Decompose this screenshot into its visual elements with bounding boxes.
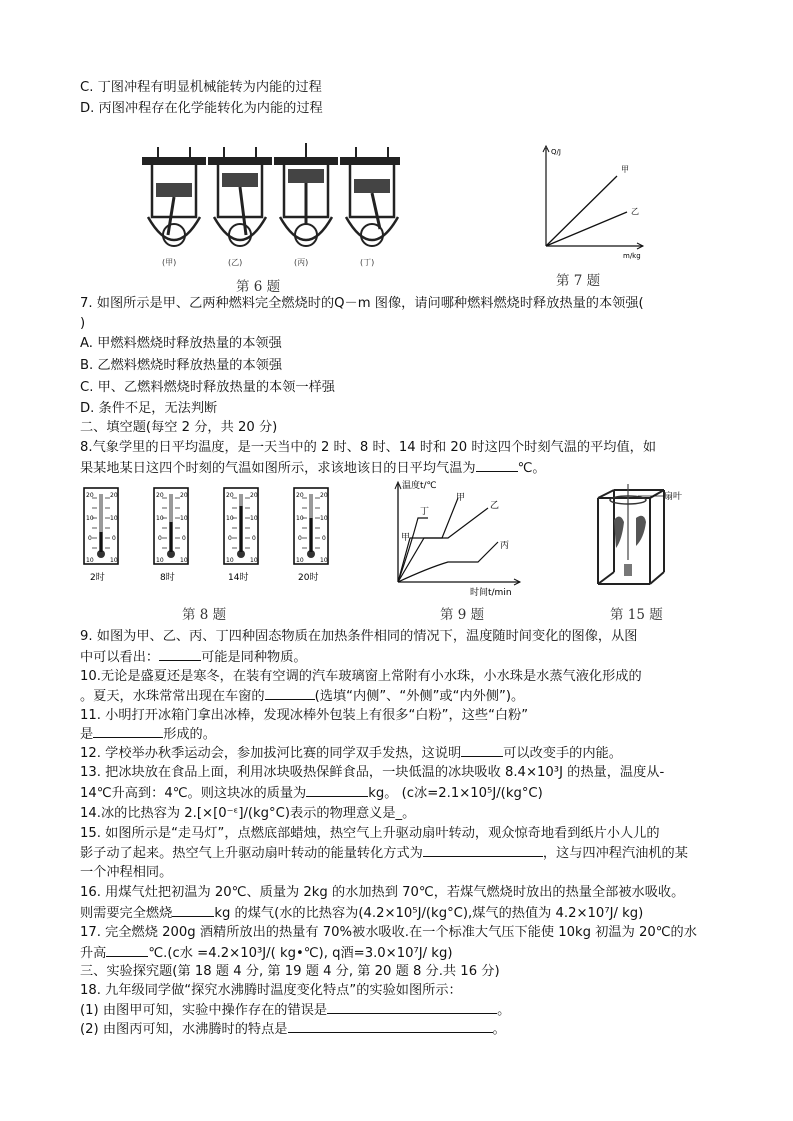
fig6-label-ding: (丁) [360,258,375,267]
q12-text-pre: 12. 学校举办秋季运动会，参加拔河比赛的同学双手发热，这说明 [80,746,462,761]
q17-answer-blank[interactable] [106,943,148,957]
q9-text-pre: 中可以看出： [80,650,160,665]
fig6-label-yi: (乙) [228,258,243,267]
q11-text-pre: 是 [80,727,94,742]
q8-text-pre: 果某地某日这四个时刻的气温如图所示，求该地该日的日平均气温为 [80,461,476,476]
q13-line-2 [80,783,543,803]
q7-option-b: B. 乙燃料燃烧时释放热量的本领强 [80,358,283,373]
q16-line-1: 16. 用煤气灶把初温为 20℃、质量为 2kg 的水加热到 70℃，若煤气燃烧时放出的热量全部被水吸收。 [80,885,685,900]
q7-stem: 7. 如图所示是甲、乙两种燃料完全燃烧时的Q－m 图像，请问哪种燃料燃烧时释放热量的本领强( [80,296,644,311]
fig6-label-jia: (甲) [162,258,177,267]
q13-text-pre: 14℃升高到：4℃。则这块冰的质量为 [80,786,307,801]
fig7-y-axis-label: Q/J [551,148,561,156]
figure-8-thermometers [82,486,342,586]
series-bing-curve [398,542,498,582]
q13-line-1: 13. 把冰块放在食品上面，利用冰块吸热保鲜食品，一块低温的冰块吸收 8.4×10³J 的热量，温度从- [80,765,665,780]
q10-line-2 [80,686,524,706]
section-2-heading: 二、填空题(每空 2 分，共 20 分) [80,420,278,435]
engine-jia [142,147,206,267]
figure-9-temperature-graph [388,478,528,598]
thermometer-8h-label: 8时 [160,573,175,583]
q9-text-post: 可能是同种物质。 [201,650,307,665]
figure-15-caption: 第 15 题 [610,607,663,623]
q17-line-1: 17. 完全燃烧 200g 酒精所放出的热量有 70%被水吸收.在一个标准大气压下能使 10kg 初温为 20℃的水 [80,925,697,940]
q11-line-2 [80,724,216,744]
q9-line-1: 9. 如图为甲、乙、丙、丁四种固态物质在加热条件相同的情况下，温度随时间变化的图像，从图 [80,629,638,644]
fig6-label-bing: (丙) [294,258,309,267]
fig15-fan-label: 扇叶 [664,492,683,502]
q15-line-2 [80,843,688,863]
figure-6-caption: 第 6 题 [236,279,281,295]
series-yi-curve [398,508,488,582]
q10-text-post: (选填“内侧”、“外侧”或“内外侧”)。 [314,689,525,704]
q11-line-1: 11. 小明打开冰箱门拿出冰棒，发现冰棒外包装上有很多“白粉”，这些“白粉” [80,708,529,723]
engine-ding [340,147,400,267]
q15-line-3: 一个冲程相同。 [80,865,173,880]
fig9-series-jia-label: 甲 [401,533,411,543]
q9-line-2 [80,647,307,667]
q17-text-post: ℃.(c水 =4.2×10³J/( kg•℃), q酒=3.0×10⁷J/ kg) [148,946,453,961]
figure-8-caption: 第 8 题 [182,607,227,623]
q10-answer-blank[interactable] [265,686,315,700]
q15-text-post: ，这与四冲程汽油机的某 [542,846,688,861]
q18-part-2-blank[interactable] [288,1019,493,1033]
q15-line-1: 15. 如图所示是“走马灯”，点燃底部蜡烛，热空气上升驱动扇叶转动，观众惊奇地看到纸片小人儿的 [80,826,660,841]
q15-text-pre: 影子动了起来。热空气上升驱动扇叶转动的能量转化方式为 [80,846,423,861]
fig9-series-yi-label: 乙 [490,501,500,511]
q12-answer-blank[interactable] [461,743,503,757]
q7-option-c: C. 甲、乙燃料燃烧时释放热量的本领一样强 [80,380,335,395]
thermometer-14h [224,488,258,583]
figure-7-q-m-graph [535,142,655,264]
q8-line-1: 8.气象学里的日平均温度，是一天当中的 2 时、8 时、14 时和 20 时这四个时刻气温的平均值，如 [80,440,657,455]
q18-part-1-blank[interactable] [327,1000,497,1014]
engine-yi [208,147,272,267]
q6-option-c: C. 丁图冲程有明显机械能转为内能的过程 [80,80,322,95]
q18-stem: 18. 九年级同学做“探究水沸腾时温度变化特点”的实验如图所示： [80,983,462,998]
thermometer-20h [294,488,328,583]
thermometer-14h-label: 14时 [228,573,249,583]
thermometer-20h-label: 20时 [298,573,319,583]
q17-line-2 [80,943,452,963]
thermometer-2h [84,488,118,583]
fig7-series-jia-label: 甲 [621,165,629,174]
fig9-series-jia-top-label: 甲 [456,493,466,503]
q15-answer-blank[interactable] [423,843,543,857]
series-jia-line [546,176,617,246]
series-yi-line [546,212,627,246]
q12-line [80,743,622,763]
q8-text-post: ℃。 [517,461,546,476]
thermometer-2h-label: 2时 [90,573,105,583]
figure-15-lantern [584,480,694,592]
q16-text-pre: 则需要完全燃烧 [80,906,173,921]
q18-part-2: (2) 由图丙可知，水沸腾时的特点是 。 [80,1019,506,1039]
q18-part-1: (1) 由图甲可知，实验中操作存在的错误是 。 [80,1000,510,1020]
q13-text-post: kg。 (c冰=2.1×10⁵J/(kg°C) [368,786,543,801]
figure-7-caption: 第 7 题 [556,273,601,289]
q16-answer-blank[interactable] [172,903,214,917]
fig7-x-axis-label: m/kg [623,252,641,260]
figure-6-engine-strokes [140,143,400,268]
engine-bing [274,143,338,267]
fig9-y-axis-label: 温度t/℃ [402,481,437,491]
q17-text-pre: 升高 [80,946,107,961]
q8-answer-blank[interactable] [476,458,518,472]
q7-option-d: D. 条件不足，无法判断 [80,401,218,416]
q7-stem-end: ) [80,316,86,331]
thermometer-8h [154,488,188,583]
figure-9-caption: 第 9 题 [440,607,485,623]
q13-answer-blank[interactable] [306,783,368,797]
q16-text-post: kg 的煤气(水的比热容为(4.2×10⁵J/(kg°C),煤气的热值为 4.2×10⁷J/ kg) [214,906,644,921]
fig9-series-ding-label: 丁 [420,507,430,517]
q12-text-post: 可以改变手的内能。 [503,746,622,761]
q10-text-pre: 。夏天，水珠常常出现在车窗的 [80,689,265,704]
q10-line-1: 10.无论是盛夏还是寒冬，在装有空调的汽车玻璃窗上常附有小水珠，小水珠是水蒸气液化形成的 [80,669,642,684]
q11-answer-blank[interactable] [93,724,163,738]
q7-option-a: A. 甲燃料燃烧时释放热量的本领强 [80,336,282,351]
q18-part-2-text: (2) 由图丙可知，水沸腾时的特点是 [80,1022,288,1037]
q11-text-post: 形成的。 [163,727,216,742]
q16-line-2 [80,903,643,923]
fig9-x-axis-label: 时间t/min [470,588,512,598]
q8-line-2 [80,458,546,478]
q6-option-d: D. 丙图冲程存在化学能转化为内能的过程 [80,101,323,116]
series-ding-curve [398,518,428,582]
fig9-series-bing-label: 丙 [500,541,510,551]
fig7-series-yi-label: 乙 [631,207,639,216]
q14-line: 14.冰的比热容为 2.[×[0⁻ᵋ]/(kg°C)表示的物理意义是_。 [80,806,416,821]
q18-part-1-text: (1) 由图甲可知，实验中操作存在的错误是 [80,1003,328,1018]
section-3-heading: 三、实验探究题(第 18 题 4 分, 第 19 题 4 分, 第 20 题 8 分.共 16 分) [80,964,500,979]
q9-answer-blank[interactable] [159,647,201,661]
